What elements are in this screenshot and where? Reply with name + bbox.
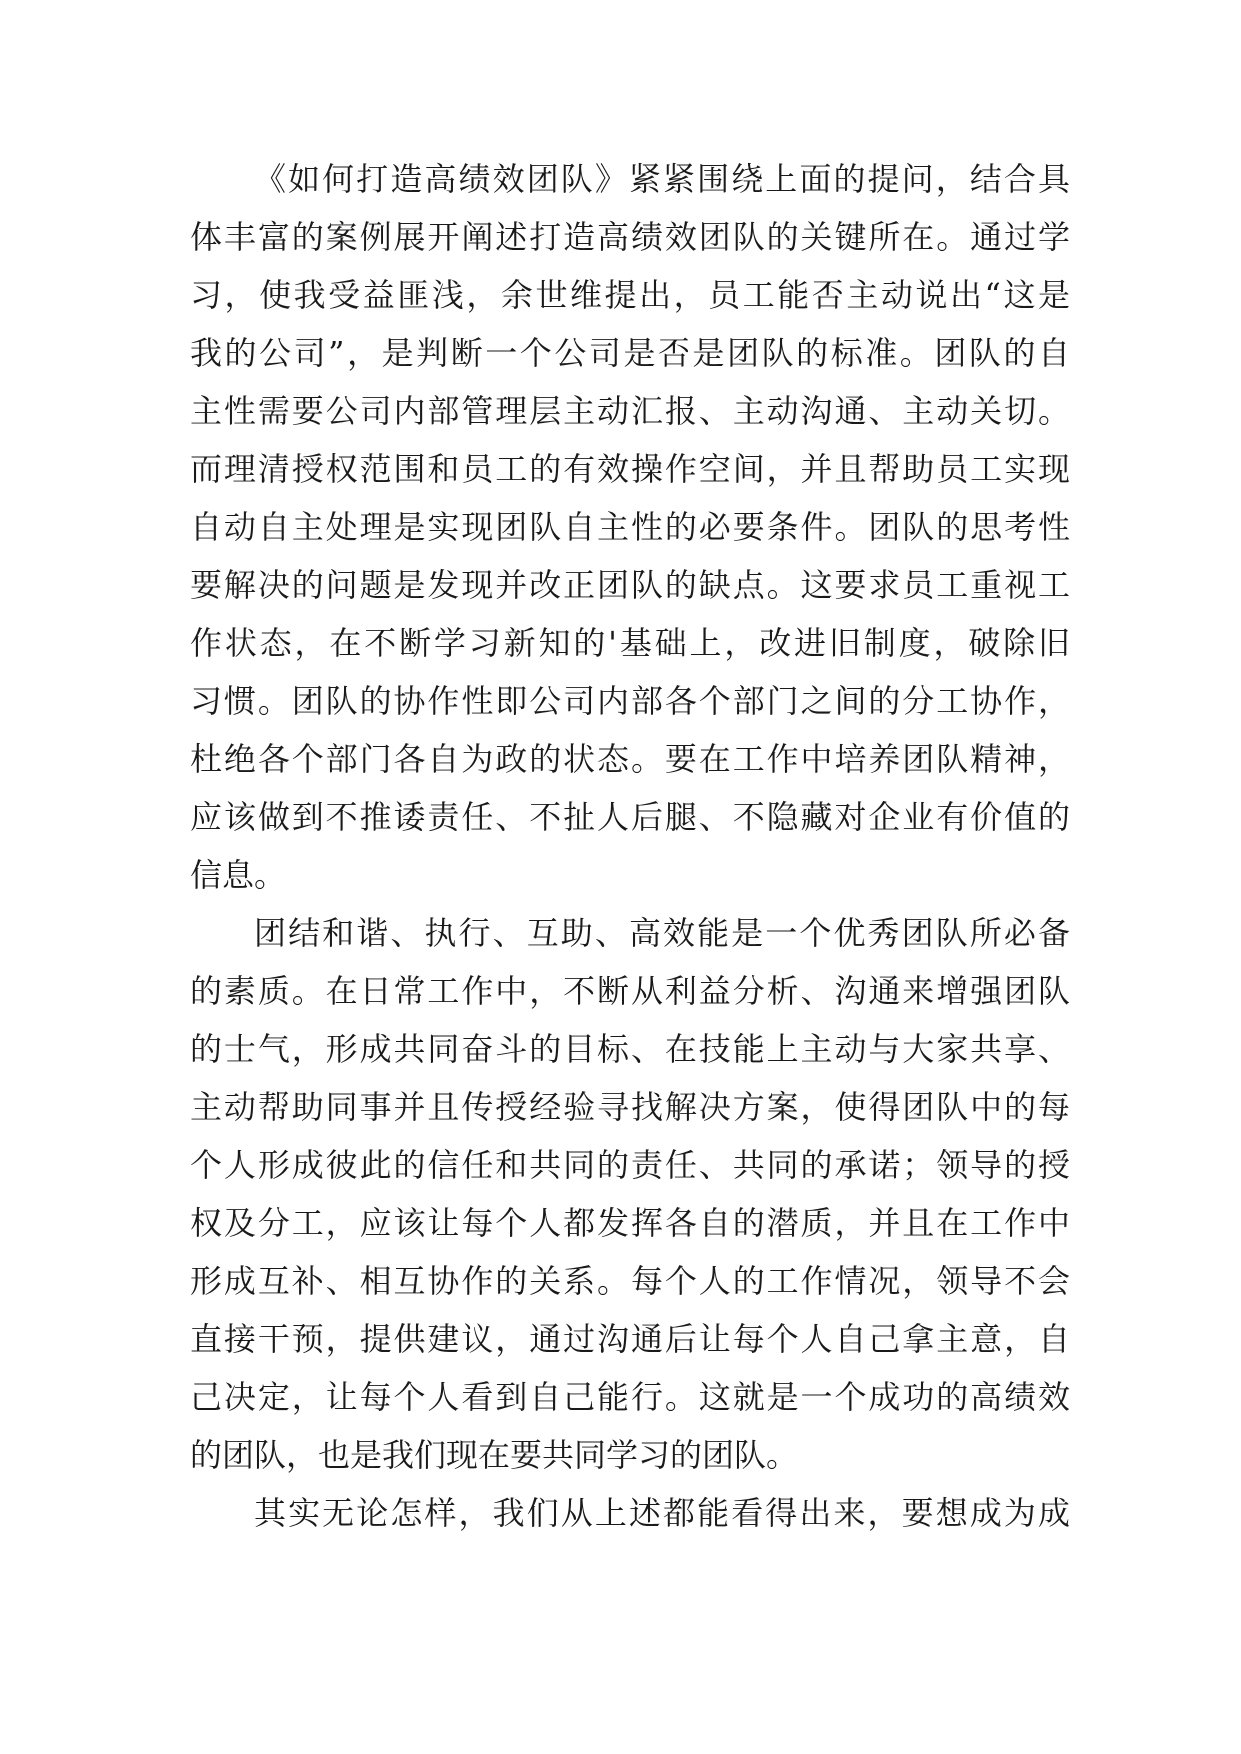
text-line: 直接干预，提供建议，通过沟通后让每个人自己拿主意，自	[190, 1320, 1070, 1358]
paragraph-1	[190, 150, 1070, 904]
text-line: 形成互补、相互协作的关系。每个人的工作情况，领导不会	[190, 1262, 1070, 1300]
text-line: 《如何打造高绩效团队》紧紧围绕上面的提问，结合具	[254, 160, 1070, 198]
body-text	[190, 150, 1070, 1542]
paragraph-2	[190, 904, 1070, 1484]
text-line: 要解决的问题是发现并改正团队的缺点。这要求员工重视工	[190, 566, 1070, 604]
text-line: 主性需要公司内部管理层主动汇报、主动沟通、主动关切。	[190, 392, 1070, 430]
text-line: 作状态，在不断学习新知的'基础上，改进旧制度，破除旧	[190, 624, 1070, 662]
text-line: 己决定，让每个人看到自己能行。这就是一个成功的高绩效	[190, 1378, 1070, 1416]
text-line: 团结和谐、执行、互助、高效能是一个优秀团队所必备	[254, 914, 1070, 952]
text-line: 主动帮助同事并且传授经验寻找解决方案，使得团队中的每	[190, 1088, 1070, 1126]
text-line: 习惯。团队的协作性即公司内部各个部门之间的分工协作，	[190, 682, 1070, 720]
text-line: 自动自主处理是实现团队自主性的必要条件。团队的思考性	[190, 508, 1070, 546]
text-line: 而理清授权范围和员工的有效操作空间，并且帮助员工实现	[190, 450, 1070, 488]
text-line: 我的公司”，是判断一个公司是否是团队的标准。团队的自	[190, 334, 1070, 372]
paragraph-3	[190, 1484, 1070, 1542]
text-line: 应该做到不推诿责任、不扯人后腿、不隐藏对企业有价值的	[190, 798, 1070, 836]
text-line: 其实无论怎样，我们从上述都能看得出来，要想成为成	[254, 1494, 1070, 1532]
text-line: 习，使我受益匪浅，余世维提出，员工能否主动说出“这是	[190, 276, 1070, 314]
text-line: 体丰富的案例展开阐述打造高绩效团队的关键所在。通过学	[190, 218, 1070, 256]
text-line: 的素质。在日常工作中，不断从利益分析、沟通来增强团队	[190, 972, 1070, 1010]
text-line: 杜绝各个部门各自为政的状态。要在工作中培养团队精神，	[190, 740, 1070, 778]
text-line: 的团队，也是我们现在要共同学习的团队。	[190, 1436, 799, 1474]
text-line: 个人形成彼此的信任和共同的责任、共同的承诺；领导的授	[190, 1146, 1070, 1184]
text-line: 的士气，形成共同奋斗的目标、在技能上主动与大家共享、	[190, 1030, 1070, 1068]
text-line: 权及分工，应该让每个人都发挥各自的潜质，并且在工作中	[190, 1204, 1070, 1242]
text-line: 信息。	[190, 856, 287, 894]
